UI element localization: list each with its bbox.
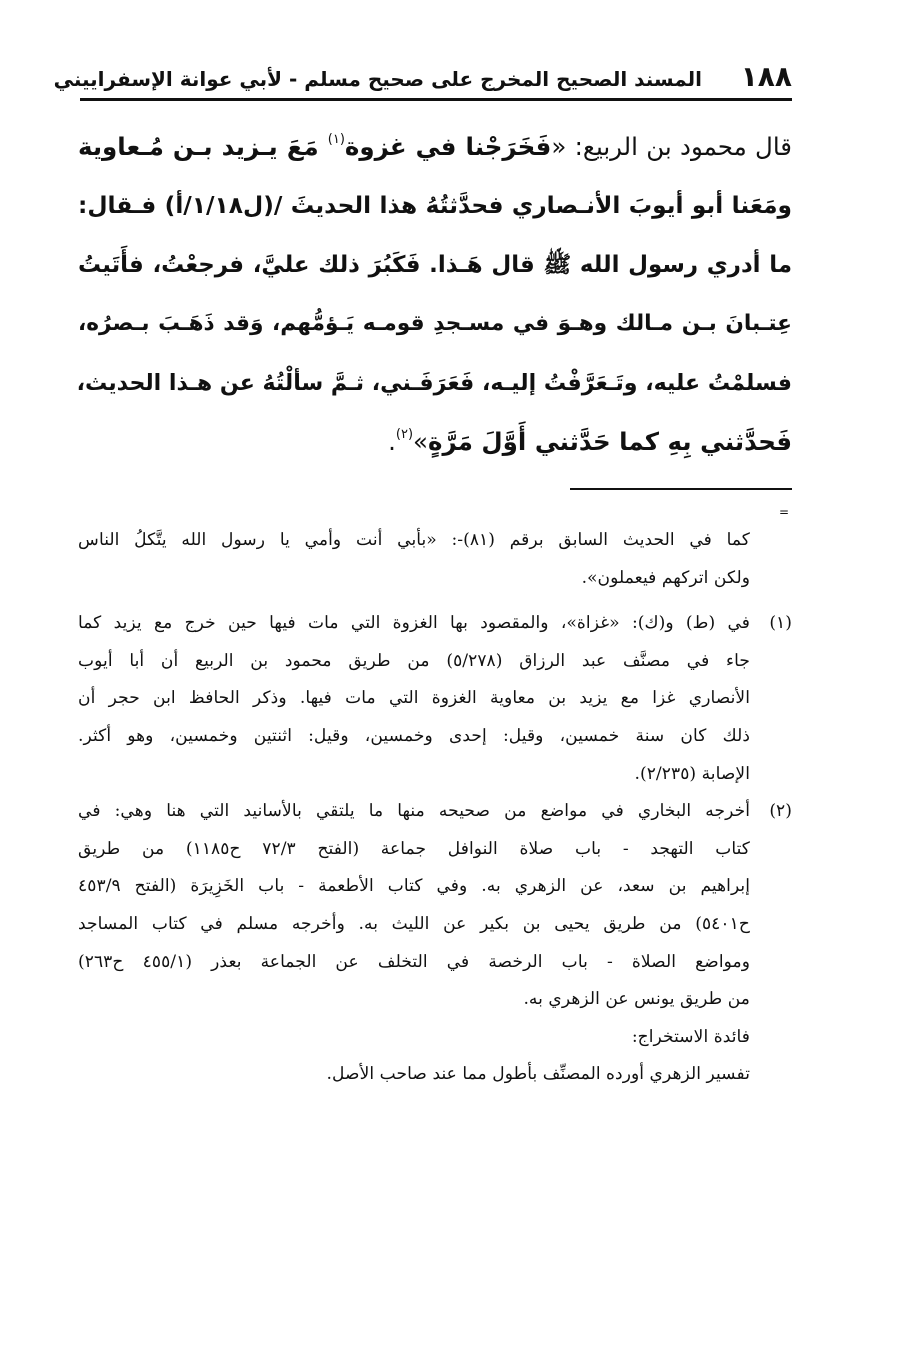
quote-start: فَخَرَجْنا في غزوة (344, 132, 552, 161)
closing-quote-mark: » (413, 427, 429, 456)
final-period: . (388, 427, 396, 456)
footnote-continuation-line: ولكن اتركهم فيعملون». (581, 567, 750, 588)
footnote-continuation-line: كما في الحديث السابق برقم (٨١)-: «بأبي أنت وأمي يا رسول الله يتَّكلُ الناس (78, 530, 750, 550)
main-line-1-rest: مَعَ يـزيد بـن مُـعاوية (78, 132, 328, 161)
quote-end: فَحدَّثني بِهِ كما حَدَّثني أَوَّلَ مَرَّةٍ (428, 427, 792, 456)
main-line-4: عِتـبانَ بـن مـالك وهـوَ في مسـجدِ قومـه يَـؤمُّهم، وَقد ذَهَـبَ بـصرُه، (78, 311, 792, 336)
footnote-ref-2: (٢) (395, 427, 414, 442)
main-line-3: ما أدري رسول الله ﷺ قال هَـذا. فَكَبُرَ ذلك عليَّ، فرجعْتُ، فأَتَيتُ (78, 252, 792, 278)
footnote-2-line: إبراهيم بن سعد، عن الزهري به. وفي كتاب الأطعمة - باب الخَزِيرَة (الفتح ٤٥٣/٩ (78, 876, 750, 897)
page-header (53, 58, 792, 98)
header-rule (80, 98, 792, 101)
footnote-2-line: ح٥٤٠١) من طريق يحيى بن بكير عن الليث به. وأخرجه مسلم في كتاب المساجد (78, 913, 750, 934)
footnote-2-line: ومواضع الصلاة - باب الرخصة في التخلف عن الجماعة بعذر (٤٥٥/١ ح٢٦٣) (78, 951, 750, 972)
hadith-text (78, 122, 792, 476)
footnote-separator (570, 488, 792, 490)
footnote-2-line: من طريق يونس عن الزهري به. (523, 989, 750, 1010)
main-line-1 (78, 122, 792, 181)
footnote-2-line: كتاب التهجد - باب صلاة النوافل جماعة (الفتح ٧٢/٣ ح١١٨٥) من طريق (78, 838, 750, 859)
footnote-1-line: الأنصاري غزا مع يزيد بن معاوية الغزوة التي مات فيها. وذكر الحافظ ابن حجر أن (78, 688, 750, 709)
footnote-2-number: (٢) (769, 801, 792, 822)
footnote-1-line: ذلك كان سنة خمسين، وقيل: إحدى وخمسين، وقيل: اثنتين وخمسين، وهو أكثر. (78, 725, 750, 746)
footnote-1-text: في (ط) و(ك): «غزاة»، والمقصود بها الغزوة التي مات فيها حين خرج مع يزيد كما (78, 613, 750, 634)
footnote-2-subheading: فائدة الاستخراج: (631, 1026, 750, 1047)
footnote-2-line (78, 793, 792, 831)
main-line-6 (78, 417, 792, 476)
footnotes (78, 522, 792, 1094)
footnote-1-line (78, 605, 792, 643)
footnote-1-number: (١) (769, 613, 792, 634)
footnote-1-line: جاء في مصنَّف عبد الرزاق (٥/٢٧٨) من طريق محمود بن الربيع أن أبا أيوب (78, 650, 751, 671)
page-number: ١٨٨ (740, 60, 792, 93)
narrator-intro: قال محمود بن الربيع: « (551, 132, 793, 161)
running-title: المسند الصحيح المخرج على صحيح مسلم - لأبي عوانة الإسفراييني (53, 67, 702, 91)
main-line-5: فسلمْتُ عليه، وتَـعَرَّفْتُ إليـه، فَعَرَفَـني، ثـمَّ سألْتُهُ عن هـذا الحديث، (76, 370, 792, 396)
footnote-2-text: أخرجه البخاري في مواضع من صحيحه منها ما يلتقي بالأسانيد التي هنا وهي: في (78, 801, 750, 822)
footnote-ref-1: (١) (327, 132, 345, 147)
main-line-2: ومَعَنا أبو أيوبَ الأنـصاري فحدَّثتُهُ هذا الحديثَ /(ل١/١٨/أ) فـقال: (78, 192, 792, 219)
footnote-1-line: الإصابة (٢/٢٣٥). (634, 763, 750, 784)
footnote-2-line: تفسير الزهري أورده المصنِّف بأطول مما عند صاحب الأصل. (326, 1064, 750, 1085)
continuation-marker: = (779, 505, 790, 519)
